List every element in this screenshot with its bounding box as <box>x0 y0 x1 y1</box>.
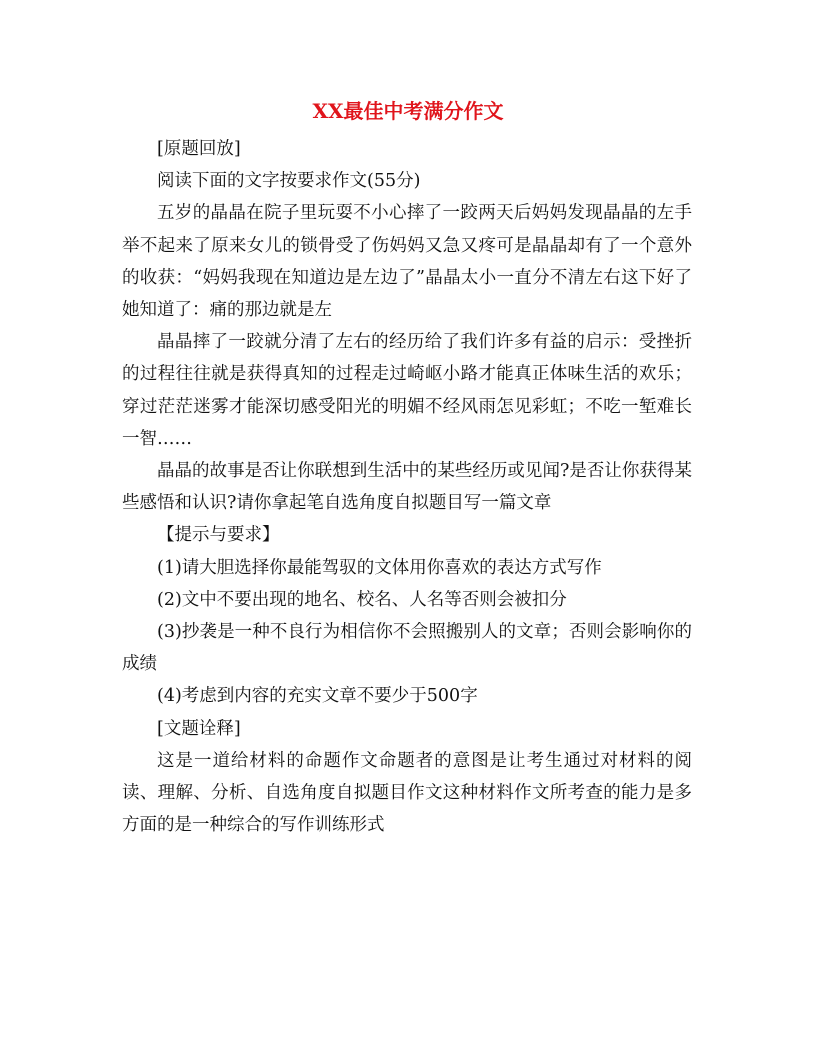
section-original-title: [原题回放] <box>157 139 241 159</box>
story-paragraph-3: 晶晶的故事是否让你联想到生活中的某些经历或见闻?是否让你获得某些感悟和认识?请你拿起笔自选角度自拟题目写一篇文章 <box>122 461 692 514</box>
interpretation-paragraph: 这是一道给材料的命题作文命题者的意图是让考生通过对材料的阅读、理解、分析、自选角度自拟题目作文这种材料作文所考查的能力是多方面的是一种综合的写作训练形式 <box>122 750 692 836</box>
instruction-text: 阅读下面的文字按要求作文(55分) <box>157 171 421 192</box>
story-paragraph-1: 五岁的晶晶在院子里玩耍不小心摔了一跤两天后妈妈发现晶晶的左手举不起来了原来女儿的锁骨受了伤妈妈又急又疼可是晶晶却有了一个意外的收获：“妈妈我现在知道边是左边了”晶晶太小一直分不清左右这下好了她知道了：痛的那边就是左 <box>122 203 692 321</box>
requirement-2: (2)文中不要出现的地名、校名、人名等否则会被扣分 <box>157 589 567 610</box>
story-paragraph-2: 晶晶摔了一跤就分清了左右的经历给了我们许多有益的启示：受挫折的过程往往就是获得真知的过程走过崎岖小路才能真正体味生活的欢乐；穿过茫茫迷雾才能深切感受阳光的明媚不经风雨怎见彩虹；不吃一堑难长一智…… <box>122 332 692 449</box>
requirement-4: (4)考虑到内容的充实文章不要少于500字 <box>157 686 478 707</box>
requirements-heading: 【提示与要求】 <box>157 525 280 546</box>
section-interpretation-title: [文题诠释] <box>157 718 241 739</box>
requirement-3: (3)抄袭是一种不良行为相信你不会照搬别人的文章；否则会影响你的成绩 <box>122 622 692 675</box>
document-body <box>122 133 692 841</box>
document-title: XX最佳中考满分作文 <box>312 99 504 123</box>
requirement-1: (1)请大胆选择你最能驾驭的文体用你喜欢的表达方式写作 <box>157 557 602 578</box>
